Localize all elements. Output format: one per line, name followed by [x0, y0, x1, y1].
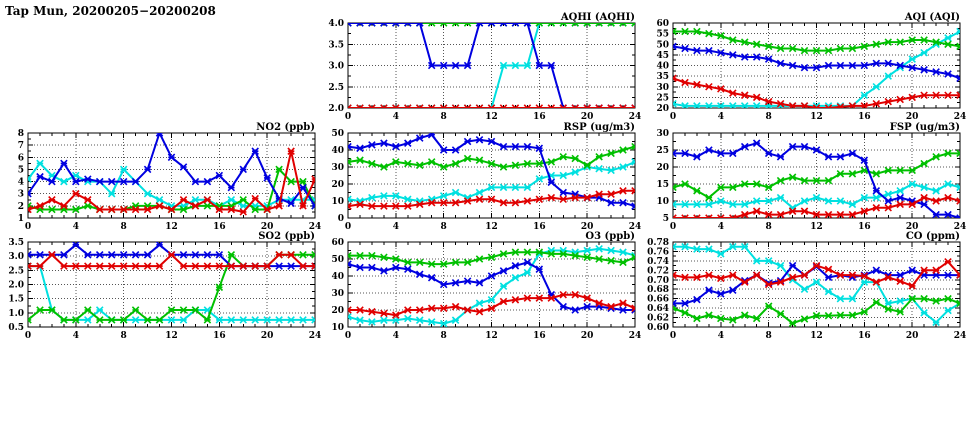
- x-tick-label: 16: [858, 222, 871, 232]
- x-tick-label: 8: [120, 222, 127, 232]
- y-tick-label: 40: [331, 146, 344, 156]
- y-tick-label: 8: [17, 129, 24, 139]
- y-axis-labels: [8, 238, 24, 333]
- series-group: [25, 242, 318, 324]
- y-tick-label: 0: [337, 214, 344, 224]
- x-tick-label: 12: [810, 222, 823, 232]
- y-tick-label: 4.0: [328, 19, 344, 29]
- x-tick-label: 8: [440, 331, 447, 341]
- chart-svg-fsp: [645, 120, 967, 234]
- y-tick-label: 20: [331, 180, 344, 190]
- x-tick-label: 24: [628, 112, 642, 122]
- chart-title-aqhi: AQHI (AQHI): [560, 12, 635, 23]
- x-tick-label: 24: [953, 112, 967, 122]
- x-tick-label: 20: [580, 112, 594, 122]
- x-tick-label: 24: [628, 222, 642, 232]
- y-tick-label: 45: [656, 50, 669, 61]
- y-tick-label: 60: [656, 19, 669, 29]
- y-tick-label: 2.5: [8, 266, 24, 277]
- chart-o3: [320, 229, 642, 343]
- chart-rsp: [320, 120, 642, 234]
- x-tick-label: 12: [485, 331, 498, 341]
- y-tick-label: 0.62: [647, 313, 669, 324]
- x-tick-label: 4: [72, 331, 79, 341]
- x-tick-label: 24: [308, 331, 322, 341]
- y-tick-label: 3.5: [328, 40, 344, 51]
- x-tick-label: 0: [669, 222, 677, 232]
- x-tick-label: 12: [485, 222, 498, 232]
- chart-svg-aqhi: [320, 10, 642, 124]
- y-tick-label: 3.0: [8, 252, 24, 263]
- y-tick-label: 2.0: [328, 104, 344, 114]
- x-tick-label: 8: [440, 222, 447, 232]
- chart-title-fsp: FSP (ug/m3): [889, 122, 960, 133]
- x-tick-label: 12: [165, 331, 178, 341]
- x-tick-label: 16: [533, 112, 546, 122]
- chart-svg-aqi: [645, 10, 967, 124]
- x-tick-label: 0: [344, 112, 352, 122]
- x-tick-label: 4: [717, 222, 724, 232]
- chart-no2: [0, 120, 322, 234]
- x-tick-label: 20: [905, 112, 919, 122]
- y-tick-label: 0.70: [647, 275, 669, 286]
- y-tick-label: 25: [656, 93, 669, 104]
- series-markers-green: [670, 296, 963, 327]
- y-tick-label: 2: [17, 201, 24, 212]
- chart-title-aqi: AQI (AQI): [904, 12, 960, 23]
- y-tick-label: 5: [17, 165, 24, 176]
- y-tick-label: 0.66: [647, 294, 669, 305]
- y-tick-label: 30: [656, 129, 669, 139]
- x-tick-label: 24: [953, 222, 967, 232]
- x-tick-label: 16: [533, 222, 546, 232]
- x-tick-label: 12: [810, 331, 823, 341]
- x-tick-label: 4: [717, 331, 724, 341]
- y-tick-label: 30: [656, 82, 669, 93]
- series-line-red: [348, 295, 635, 315]
- x-tick-label: 0: [344, 331, 352, 341]
- x-tick-label: 20: [580, 331, 594, 341]
- x-axis-labels: [670, 331, 966, 341]
- x-tick-label: 0: [669, 112, 677, 122]
- y-tick-label: 0.5: [8, 323, 24, 333]
- x-tick-label: 8: [765, 112, 772, 122]
- y-tick-label: 6: [17, 153, 24, 164]
- y-tick-label: 30: [331, 289, 344, 299]
- x-tick-label: 20: [260, 331, 274, 341]
- x-axis-labels: [345, 331, 641, 341]
- y-tick-label: 5: [662, 214, 669, 224]
- y-tick-label: 4: [17, 177, 24, 188]
- x-tick-label: 0: [344, 222, 352, 232]
- x-tick-label: 8: [120, 331, 127, 341]
- chart-title-no2: NO2 (ppb): [256, 122, 315, 133]
- y-tick-label: 25: [656, 146, 669, 156]
- y-tick-label: 3: [17, 189, 24, 200]
- x-axis-labels: [25, 331, 321, 341]
- y-tick-label: 0.78: [647, 238, 669, 248]
- y-tick-label: 3.0: [328, 61, 344, 72]
- x-tick-label: 12: [485, 112, 498, 122]
- y-tick-label: 20: [331, 306, 344, 316]
- y-tick-label: 2.0: [8, 280, 24, 291]
- y-tick-label: 40: [656, 61, 669, 72]
- y-axis-labels: [647, 238, 669, 333]
- y-tick-label: 20: [656, 163, 669, 173]
- series-group: [670, 140, 963, 221]
- chart-svg-o3: [320, 229, 642, 343]
- x-tick-label: 24: [628, 331, 642, 341]
- series-group: [345, 132, 638, 210]
- chart-title-so2: SO2 (ppb): [258, 231, 315, 242]
- x-tick-label: 16: [213, 222, 226, 232]
- x-tick-label: 16: [213, 331, 226, 341]
- x-tick-label: 12: [810, 112, 823, 122]
- y-tick-label: 7: [17, 141, 24, 152]
- chart-title-co: CO (ppm): [905, 231, 960, 242]
- chart-title-o3: O3 (ppb): [585, 231, 635, 242]
- y-axis-labels: [331, 238, 344, 333]
- chart-fsp: [645, 120, 967, 234]
- x-tick-label: 4: [392, 112, 399, 122]
- x-tick-label: 0: [669, 331, 677, 341]
- y-tick-label: 0.60: [647, 323, 669, 333]
- x-tick-label: 20: [905, 222, 919, 232]
- y-axis-labels: [656, 129, 669, 224]
- page-title: Tap Mun, 20200205−20200208: [5, 4, 216, 18]
- chart-co: [645, 229, 967, 343]
- y-tick-label: 10: [656, 197, 669, 207]
- chart-svg-no2: [0, 120, 322, 234]
- x-tick-label: 24: [953, 331, 967, 341]
- y-axis-labels: [331, 129, 344, 224]
- y-tick-label: 3.5: [8, 238, 24, 248]
- y-tick-label: 35: [656, 72, 669, 83]
- y-tick-label: 10: [331, 323, 344, 333]
- x-tick-label: 12: [165, 222, 178, 232]
- x-tick-label: 8: [765, 222, 772, 232]
- y-tick-label: 50: [656, 40, 669, 51]
- grid-lines: [673, 133, 960, 218]
- y-tick-label: 30: [331, 163, 344, 173]
- x-tick-label: 0: [24, 331, 32, 341]
- y-tick-label: 0.64: [647, 304, 669, 315]
- y-tick-label: 50: [331, 255, 344, 265]
- y-tick-label: 55: [656, 29, 669, 40]
- y-tick-label: 20: [656, 104, 669, 114]
- y-tick-label: 0.72: [647, 266, 669, 277]
- y-tick-label: 0.68: [647, 285, 669, 296]
- y-tick-label: 10: [331, 197, 344, 207]
- grid-lines: [348, 23, 635, 108]
- grid-lines: [673, 242, 960, 327]
- y-tick-label: 60: [331, 238, 344, 248]
- y-axis-labels: [328, 19, 344, 114]
- y-tick-label: 40: [331, 272, 344, 282]
- y-tick-label: 50: [331, 129, 344, 139]
- chart-so2: [0, 229, 322, 343]
- x-tick-label: 4: [392, 222, 399, 232]
- y-tick-label: 2.5: [328, 82, 344, 93]
- x-tick-label: 16: [858, 331, 871, 341]
- chart-svg-so2: [0, 229, 322, 343]
- x-tick-label: 0: [24, 222, 32, 232]
- chart-aqi: [645, 10, 967, 124]
- x-tick-label: 4: [392, 331, 399, 341]
- y-tick-label: 0.74: [647, 256, 669, 267]
- x-tick-label: 20: [905, 331, 919, 341]
- x-tick-label: 20: [580, 222, 594, 232]
- y-tick-label: 0.76: [647, 247, 669, 258]
- y-axis-labels: [18, 129, 24, 224]
- chart-aqhi: [320, 10, 642, 124]
- y-tick-label: 1.0: [8, 308, 24, 319]
- y-tick-label: 1.5: [8, 294, 24, 305]
- y-axis-labels: [656, 19, 669, 114]
- chart-svg-rsp: [320, 120, 642, 234]
- y-tick-label: 15: [656, 180, 669, 190]
- x-tick-label: 8: [440, 112, 447, 122]
- x-tick-label: 8: [765, 331, 772, 341]
- chart-title-rsp: RSP (ug/m3): [563, 122, 635, 133]
- x-tick-label: 4: [72, 222, 79, 232]
- chart-svg-co: [645, 229, 967, 343]
- x-tick-label: 20: [260, 222, 274, 232]
- y-tick-label: 1: [17, 214, 24, 224]
- x-tick-label: 16: [858, 112, 871, 122]
- x-tick-label: 16: [533, 331, 546, 341]
- x-tick-label: 24: [308, 222, 322, 232]
- x-tick-label: 4: [717, 112, 724, 122]
